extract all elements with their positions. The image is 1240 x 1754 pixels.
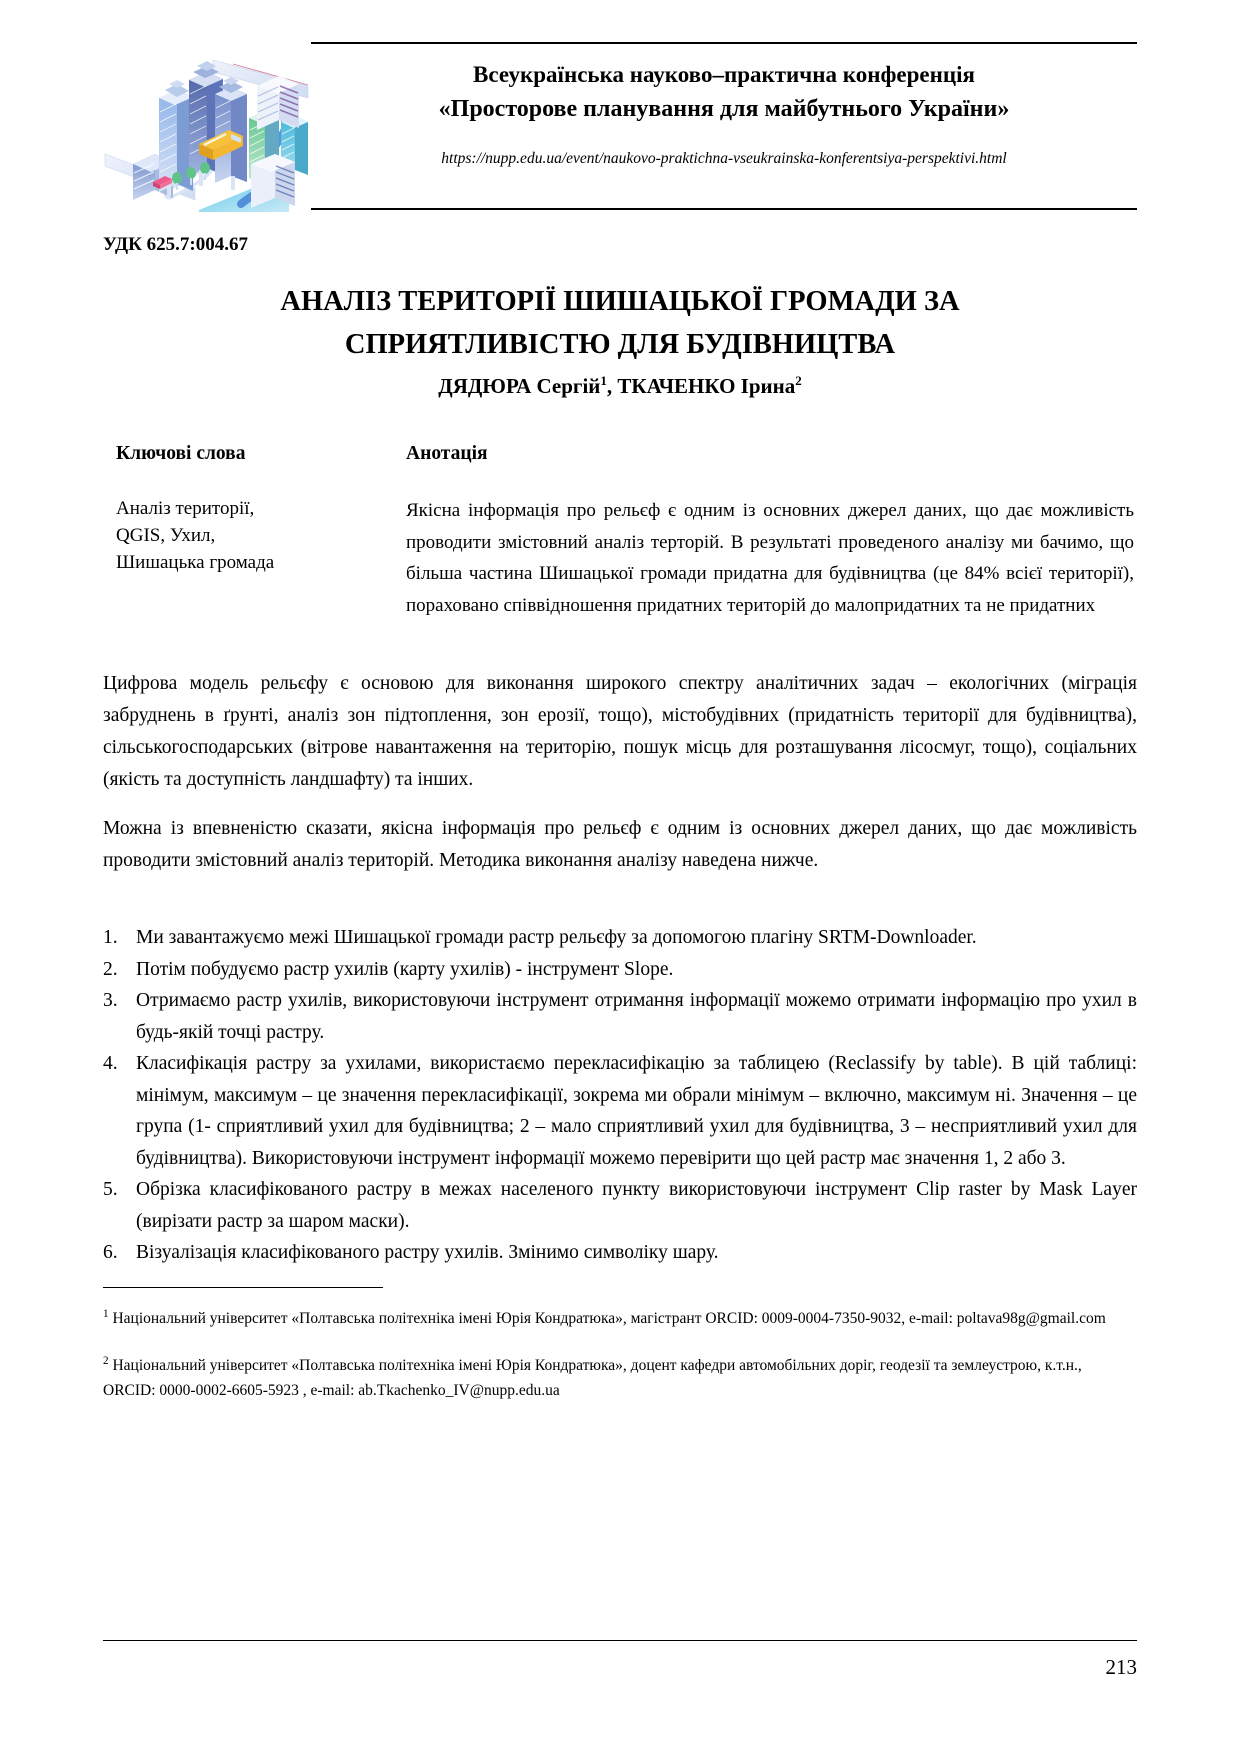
footnote-separator-rule xyxy=(103,1287,383,1288)
methodology-step-list xyxy=(103,922,1137,1269)
footer-rule xyxy=(103,1640,1137,1641)
authors-line xyxy=(103,373,1137,399)
list-item-text: Потім побудуємо растр ухилів (карту ухилів) - інструмент Slope. xyxy=(136,958,674,980)
author-2-name: ТКАЧЕНКО Ірина xyxy=(617,374,796,398)
keyword-line: QGIS, Ухил, xyxy=(116,525,216,546)
author-1-footnote-marker: 1 xyxy=(600,373,607,388)
abstract-column xyxy=(406,443,1134,621)
page-title-line1: АНАЛІЗ ТЕРИТОРІЇ ШИШАЦЬКОЇ ГРОМАДИ ЗА xyxy=(280,286,960,317)
author-1-name: ДЯДЮРА Сергій xyxy=(438,374,601,398)
list-item-text: Обрізка класифікованого растру в межах населеного пункту використовуючи інструмент Clip raster by Mask Layer (вирізати растр за шаром маски). xyxy=(136,1179,1137,1232)
abstract-text: Якісна інформація про рельєф є одним із основних джерел даних, що дає можливість проводити змістовний аналіз терторій. В результаті проведеного аналізу ми бачимо, що більша частина Шишацької громади придатна для будівництва (це 84% всієї території), пораховано співвідношення придатних територій до малопридатних та не придатних xyxy=(406,500,1134,616)
list-item-number: 5. xyxy=(103,1179,118,1200)
body-paragraph: Можна із впевненістю сказати, якісна інформація про рельєф є одним із основних джерел даних, що дає можливість проводити змістовний аналіз територій. Методика виконання аналізу наведена нижче. xyxy=(103,818,1137,871)
list-item xyxy=(103,954,1137,986)
keywords-heading: Ключові слова xyxy=(116,443,246,464)
keyword-line: Шишацька громада xyxy=(116,552,275,573)
page-number: 213 xyxy=(1105,1655,1137,1679)
conference-url[interactable]: https://nupp.edu.ua/event/naukovo-praktichna-vseukrainska-konferentsiya-perspektivi.html xyxy=(441,150,1007,167)
list-item-text: Класифікація растру за ухилами, використаємо перекласифікацію за таблицею (Reclassify by table). В цій таблиці: мінімум, максимум – це значення перекласифікації, зокрема ми обрали мінімум – включно, максимум ні. Значення – це група (1- сприятливий ухил для будівництва; 2 – мало сприятливий ухил для будівництва, 3 – несприятливий ухил для будівництва). Використовуючи інструмент інформації можемо перевірити що цей растр має значення 1, 2 або 3. xyxy=(136,1053,1137,1169)
list-item-number: 6. xyxy=(103,1242,118,1263)
list-item-text: Отримаємо растр ухилів, використовуючи інструмент отримання інформації можемо отримати інформацію про ухил в будь-якій точці растру. xyxy=(136,990,1137,1043)
list-item-text: Візуалізація класифікованого растру ухилів. Змінимо символіку шару. xyxy=(136,1242,719,1263)
list-item-number: 3. xyxy=(103,990,118,1011)
list-item-number: 1. xyxy=(103,927,118,948)
keyword-line: Аналіз території, xyxy=(116,498,255,519)
footnote-text: Національний університет «Полтавська політехніка імені Юрія Кондратюка», магістрант ORCID: 0009-0004-7350-9032, e-mail: poltava98g@gmail.com xyxy=(112,1310,1106,1328)
authors-separator: , xyxy=(606,374,618,398)
footnotes-section xyxy=(103,1287,1137,1421)
conference-title-line2: «Просторове планування для майбутнього України» xyxy=(438,96,1010,122)
abstract-heading: Анотація xyxy=(406,443,488,464)
header-text-block xyxy=(311,42,1137,210)
page-title xyxy=(103,280,1137,366)
list-item xyxy=(103,985,1137,1048)
isometric-city-illustration-icon xyxy=(103,42,311,212)
body-paragraphs xyxy=(103,668,1137,877)
list-item xyxy=(103,922,1137,954)
list-item xyxy=(103,1048,1137,1174)
keywords-column xyxy=(116,443,406,621)
page-title-line2: СПРИЯТЛИВІСТЮ ДЛЯ БУДІВНИЦТВА xyxy=(344,329,896,360)
footnote-marker: 1 xyxy=(103,1308,109,1320)
footnote xyxy=(103,1302,1137,1331)
body-paragraph: Цифрова модель рельєфу є основою для виконання широкого спектру аналітичних задач – екологічних (міграція забруднень в ґрунті, аналіз зон підтоплення, зон ерозії, тощо), містобудівних (придатність території для будівництва), сільськогосподарських (вітрове навантаження на територію, пошук місць для розташування лісосмуг, тощо), соціальних (якість та доступність ландшафту) та інших. xyxy=(103,673,1137,790)
list-item-number: 2. xyxy=(103,958,118,980)
footnote xyxy=(103,1349,1137,1403)
list-item-number: 4. xyxy=(103,1053,118,1074)
list-item xyxy=(103,1237,1137,1269)
list-item-text: Ми завантажуємо межі Шишацької громади растр рельєфу за допомогою плагіну SRTM-Downloader. xyxy=(136,927,977,948)
udc-code: УДК 625.7:004.67 xyxy=(103,234,248,255)
title-block xyxy=(103,280,1137,399)
conference-title-line1: Всеукраїнська науково–практична конференція xyxy=(473,62,975,87)
keywords-abstract-section xyxy=(116,443,1134,621)
author-2-footnote-marker: 2 xyxy=(795,373,802,388)
keywords-text xyxy=(116,495,406,576)
footnote-marker: 2 xyxy=(103,1355,109,1368)
page-header xyxy=(103,42,1137,214)
list-item xyxy=(103,1174,1137,1237)
footnote-text: Національний університет «Полтавська політехніка імені Юрія Кондратюка», доцент кафедри автомобільних доріг, геодезії та землеустрою, к.т.н., ORCID: 0000-0002-6605-5923 , e-mail: ab.Tkachenko_IV@nupp.edu.ua xyxy=(103,1357,1082,1400)
